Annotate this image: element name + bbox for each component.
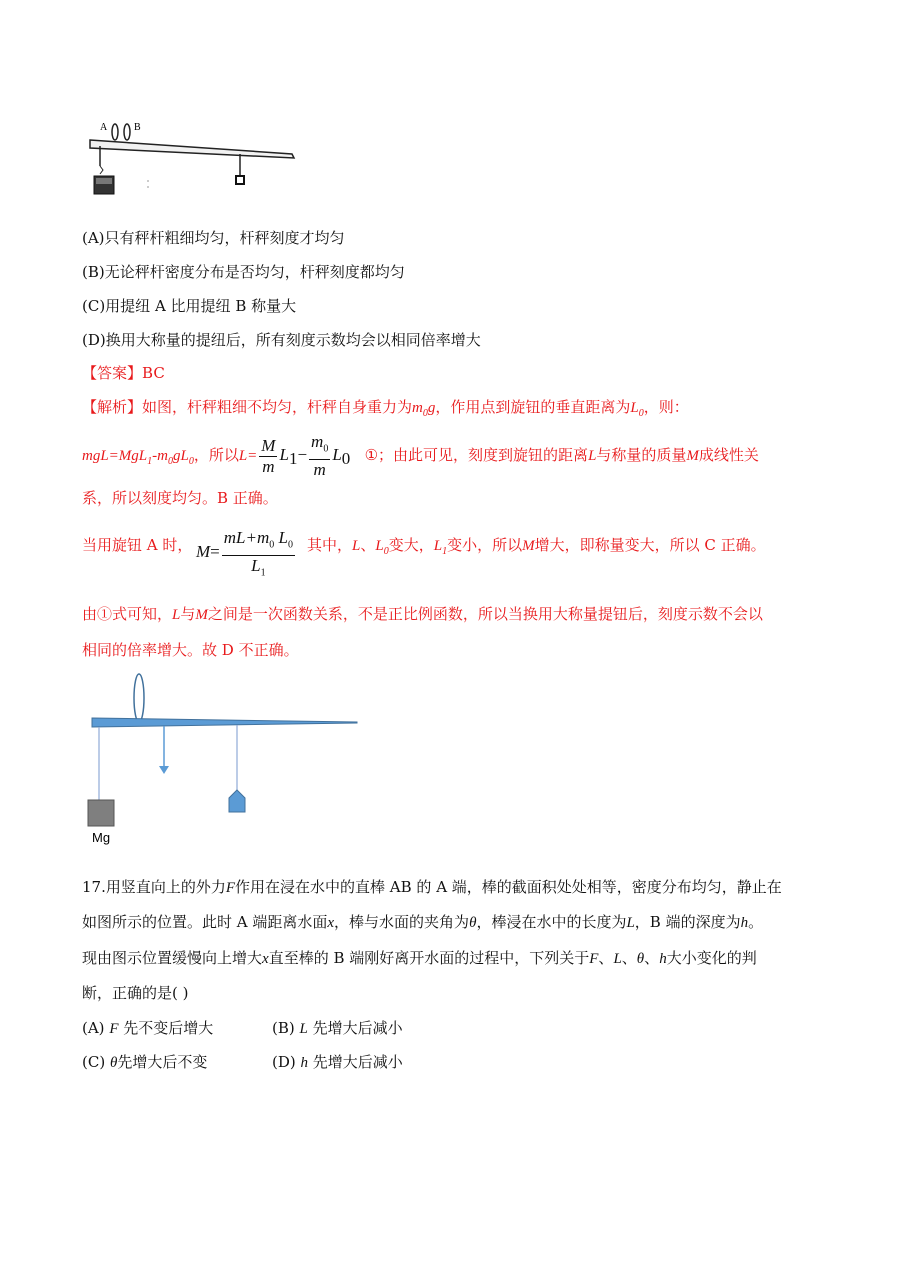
q17-option-d: (D) h 先增大后减小 (272, 1053, 403, 1071)
option-a: (A)只有秤杆粗细均匀，杆秤刻度才均匀 (82, 229, 345, 247)
steelyard-figure (82, 118, 302, 200)
answer-line (82, 363, 165, 383)
q17-option-b: (B) L 先增大后减小 (272, 1019, 403, 1037)
q17-option-c: (C) θ先增大后不变 (82, 1053, 208, 1071)
analysis-label: 【解析】 (82, 398, 143, 416)
circle-one: ① (364, 446, 379, 465)
analysis-line-5: 由①式可知，L与M之间是一次函数关系，不是正比例函数，所以当换用大称量提钮后，刻度示数不会以 (82, 605, 763, 623)
analysis-line-4: 当用旋钮 A 时， (82, 536, 193, 554)
label-b: B (134, 122, 141, 133)
q17-line-4: 断，正确的是( ) (82, 984, 189, 1002)
mg-label: Mg (92, 830, 111, 845)
force-diagram (82, 670, 372, 850)
label-a: A (100, 122, 108, 133)
q17-line-2: 如图所示的位置。此时 A 端距离水面x，棒与水面的夹角为θ，棒浸在水中的长度为L，B 端的深度为h。 (82, 913, 764, 931)
answer-value: BC (142, 364, 165, 382)
eq1-prefix: mgL=MgL (82, 448, 148, 465)
q17-option-a: (A) F 先不变后增大 (82, 1019, 214, 1037)
q17-line-1: 17.用竖直向上的外力F作用在浸在水中的直棒 AB 的 A 端，棒的截面积处处相等，密度分布均匀，静止在 (82, 878, 782, 896)
option-c: (C)用提纽 A 比用提纽 B 称量大 (82, 297, 297, 315)
answer-label: 【答案】 (82, 364, 143, 382)
analysis-line-6: 相同的倍率增大。故 D 不正确。 (82, 641, 299, 659)
q17-line-3: 现由图示位置缓慢向上增大x直至棒的 B 端刚好离开水面的过程中，下列关于F、L、θ、h大小变化的判 (82, 949, 757, 967)
fraction-m0-over-m: $\frac{m_0}{m}$ (311, 432, 329, 480)
option-b: (B)无论秤杆密度分布是否均匀，杆秤刻度都均匀 (82, 263, 405, 281)
analysis-line-3: 系，所以刻度均匀。B 正确。 (82, 489, 278, 507)
option-d: (D)换用大称量的提纽后，所有刻度示数均会以相同倍率增大 (82, 331, 481, 349)
analysis-line-4b: 其中，L、$L_0$变大，$L_1$变小，所以M增大，即称量变大，所以 C 正确。 (307, 536, 766, 557)
analysis-line-1: 【解析】如图，杆秤粗细不均匀，杆秤自身重力为$m_0g$，作用点到旋钮的垂直距离为$L_0$，则： (82, 398, 689, 419)
analysis-equation-line: $mgL=MgL_1-m_0gL_0$，所以L= $\frac{M}{m}$ $L_1-$ $\frac{m_0}{m}$ $L_0$ ①；由此可见，刻度到旋钮的距离L与称量的质量M成线性关 (82, 432, 759, 480)
fraction-M-over-m: $\frac{M}{m}$ (261, 435, 276, 476)
eq2-formula: M= $\frac{mL+m_0 L_0}{L_1}$ (196, 528, 293, 579)
